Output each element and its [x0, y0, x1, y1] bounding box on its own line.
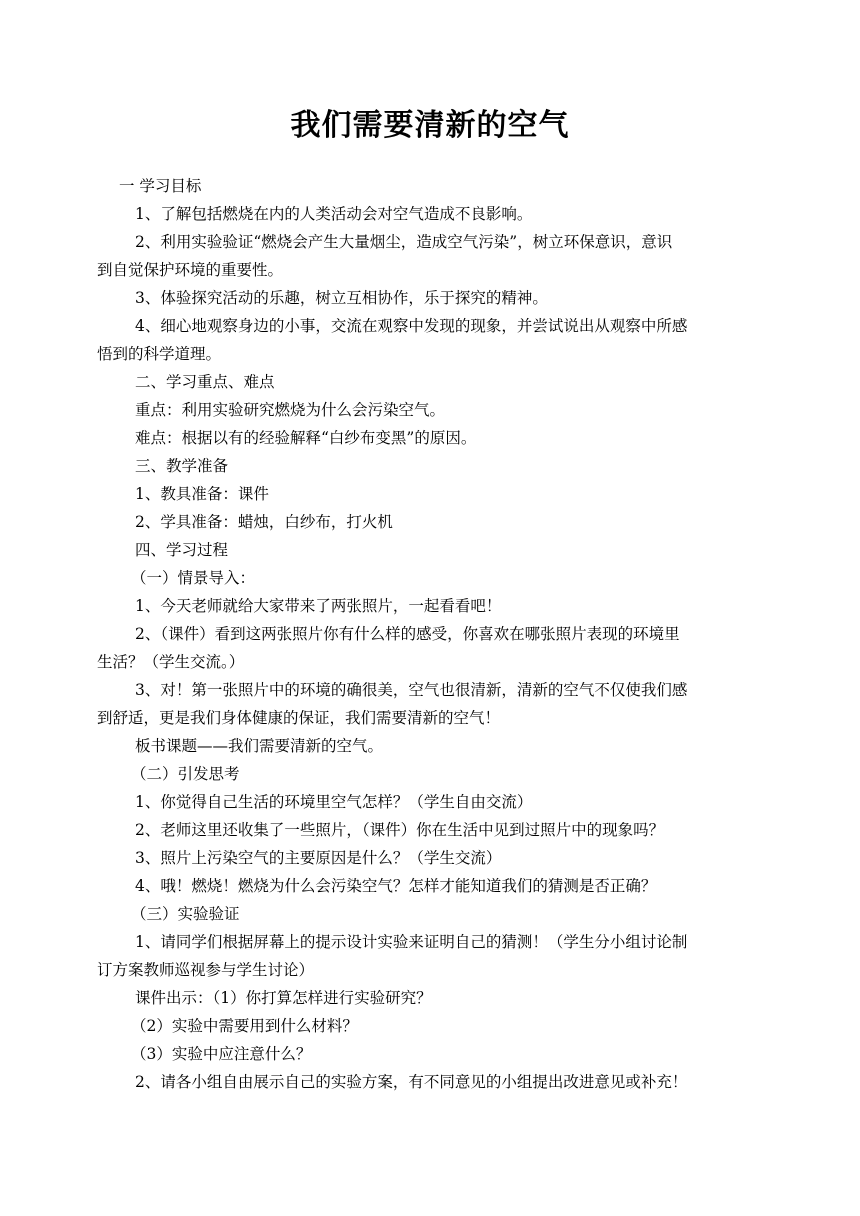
paragraph-line: （3）实验中应注意什么？ [131, 1045, 312, 1063]
paragraph-line: 2、学具准备：蜡烛，白纱布，打火机 [135, 513, 393, 531]
paragraph-line: 2、利用实验验证“燃烧会产生大量烟尘，造成空气污染”，树立环保意识，意识 [135, 233, 673, 251]
subsection-heading: （三）实验验证 [131, 905, 240, 923]
paragraph-line: 2、请各小组自由展示自己的实验方案，有不同意见的小组提出改进意见或补充！ [135, 1073, 688, 1091]
paragraph-line: 2、（课件）看到这两张照片你有什么样的感受，你喜欢在哪张照片表现的环境里 [135, 625, 680, 643]
paragraph-line: 到自觉保护环境的重要性。 [97, 261, 284, 279]
section-heading-key-points: 二、学习重点、难点 [135, 373, 275, 391]
subsection-heading: （二）引发思考 [131, 765, 240, 783]
paragraph-line: 3、照片上污染空气的主要原因是什么？（学生交流） [135, 849, 502, 867]
paragraph-line: 1、今天老师就给大家带来了两张照片，一起看看吧！ [135, 597, 502, 615]
paragraph-line: 重点：利用实验研究燃烧为什么会污染空气。 [135, 401, 446, 419]
paragraph-line: 4、细心地观察身边的小事，交流在观察中发现的现象，并尝试说出从观察中所感 [135, 317, 688, 335]
paragraph-line: 2、老师这里还收集了一些照片，（课件）你在生活中见到过照片中的现象吗？ [135, 821, 665, 839]
paragraph-line: 1、教具准备：课件 [135, 485, 269, 503]
paragraph-line: 生活？（学生交流。） [97, 653, 245, 671]
section-heading-process: 四、学习过程 [135, 541, 229, 559]
paragraph-line: 到舒适，更是我们身体健康的保证，我们需要清新的空气！ [97, 709, 501, 727]
paragraph-line: 1、请同学们根据屏幕上的提示设计实验来证明自己的猜测！（学生分小组讨论制 [135, 933, 688, 951]
section-heading-preparation: 三、教学准备 [135, 457, 229, 475]
document-title: 我们需要清新的空气 [290, 108, 570, 143]
paragraph-line: 1、你觉得自己生活的环境里空气怎样？（学生自由交流） [135, 793, 533, 811]
paragraph-line: 板书课题——我们需要清新的空气。 [135, 737, 384, 755]
document-body [97, 172, 765, 1096]
section-heading-goals: 一 学习目标 [119, 177, 202, 195]
subsection-heading: （一）情景导入： [131, 569, 256, 587]
paragraph-line: （2）实验中需要用到什么材料？ [131, 1017, 358, 1035]
paragraph-line: 3、体验探究活动的乐趣，树立互相协作，乐于探究的精神。 [135, 289, 548, 307]
paragraph-line: 难点：根据以有的经验解释“白纱布变黑”的原因。 [135, 429, 477, 447]
paragraph-line: 悟到的科学道理。 [97, 345, 222, 363]
paragraph-line: 3、对！第一张照片中的环境的确很美，空气也很清新，清新的空气不仅使我们感 [135, 681, 688, 699]
paragraph-line: 1、了解包括燃烧在内的人类活动会对空气造成不良影响。 [135, 205, 533, 223]
paragraph-line: 课件出示：（1）你打算怎样进行实验研究？ [135, 989, 432, 1007]
paragraph-line: 订方案教师巡视参与学生讨论） [97, 961, 315, 979]
paragraph-line: 4、哦！燃烧！燃烧为什么会污染空气？怎样才能知道我们的猜测是否正确？ [135, 877, 657, 895]
